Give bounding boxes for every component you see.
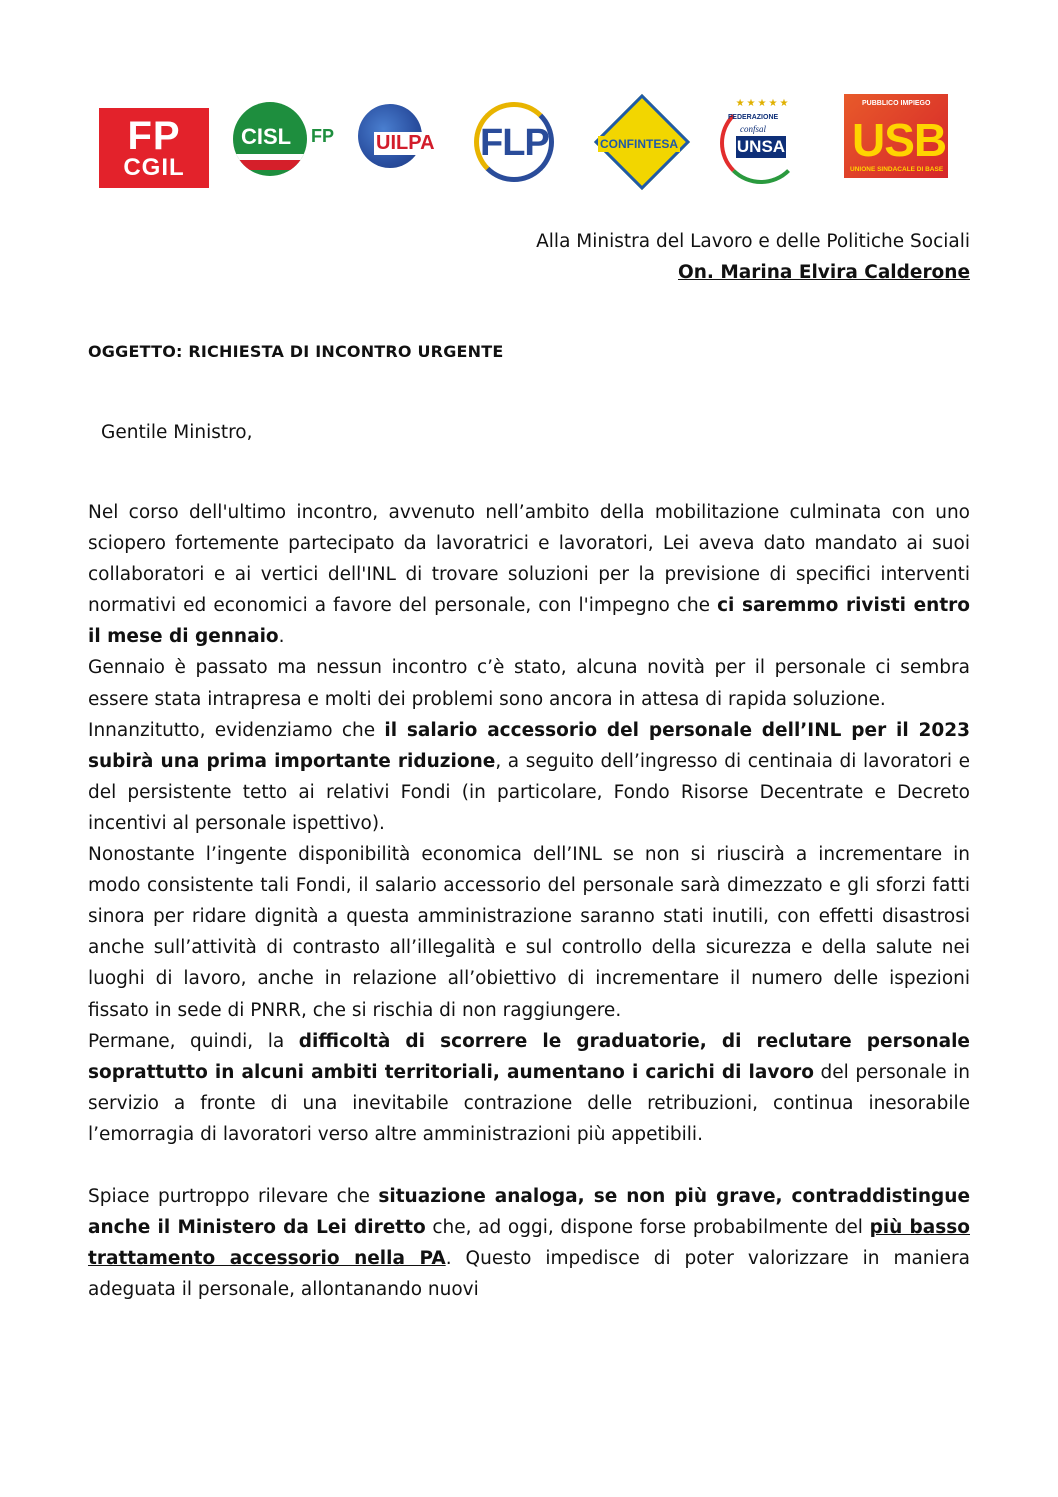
p6-text-a: Spiace purtroppo rilevare che [88,1185,379,1207]
unsa-logo-text: UNSA [736,137,786,156]
usb-logo-subtitle: UNIONE SINDACALE DI BASE [850,166,944,173]
recipient-name: On. Marina Elvira Calderone [678,262,970,283]
usb-pubblico-impiego-text: PUBBLICO IMPIEGO [862,100,931,107]
paragraph-1 [88,497,970,652]
paragraph-4: Nonostante l’ingente disponibilità economica dell’INL se non si riuscirà a incrementare in modo consistente tali Fondi, il salario accessorio del personale sarà dimezzato e gli sforzi fatti sinora per ridare dignità a questa amministrazione saranno stati inutili, con effetti disastrosi anche sull’attività di contrasto all’illegalità e sul controllo della sicurezza e della salute nei luoghi di lavoro, anche in relazione all’obiettivo di incrementare il numero delle ispezioni fissato in sede di PNRR, che si rischia di non raggiungere. [88,844,970,1021]
p3-bold: il salario accessorio del personale dell’INL per il 2023 subirà una prima importante riduzione [88,719,970,772]
paragraph-6 [88,1181,970,1305]
paragraph-3 [88,715,970,839]
confintesa-logo [594,100,690,188]
cisl-fp-logo [233,102,337,180]
p5-text-c: del personale in servizio a fronte di una inevitabile contrazione delle retribuzioni, continua inesorabile l’emorragia di lavoratori verso altre amministrazioni più appetibili. [88,1061,970,1145]
flp-logo-text: FLP [480,122,549,164]
cisl-fp-logo-text: FP [311,126,335,146]
p6-text-e: . Questo impedisce di poter valorizzare in maniera adeguata il personale, allontanando nuovi [88,1248,970,1301]
p1-text-a: Nel corso dell'ultimo incontro, avvenuto nell’ambito della mobilitazione culminata con uno sciopero fortemente partecipato da lavoratrici e lavoratori, Lei aveva dato mandato ai suoi collaboratori e ai vertici dell'INL di trovare soluzioni per la previsione di specifici interventi normativi ed economici a favore del personale, con l'impegno che [88,502,970,617]
p1-text-c: . [278,626,285,648]
paragraph-2: Gennaio è passato ma nessun incontro c’è stato, alcuna novità per il personale ci sembra essere stata intrapresa e molti dei problemi sono ancora in attesa di rapida soluzione. [88,657,970,710]
p5-text-a: Permane, quindi, la [88,1030,299,1052]
p3-text-a: Innanzitutto, evidenziamo che [88,719,385,741]
p5-bold: difficoltà di scorrere le graduatorie, di reclutare personale soprattutto in alcuni ambiti territoriali, aumentano i carichi di lavoro [88,1030,970,1083]
uilpa-logo-text: UILPA [376,132,435,154]
stars-icon: ★★★★★ [735,98,791,109]
p1-bold: ci saremmo rivisti entro il mese di gennaio [88,595,970,648]
uilpa-logo [352,102,448,182]
cisl-logo-text: CISL [241,124,292,149]
usb-logo-text: USB [852,114,947,166]
paragraph-5 [88,1026,970,1150]
unsa-logo [714,96,814,192]
fp-cgil-logo [99,108,209,188]
p6-bold-underlined: più basso trattamento accessorio nella PA [88,1217,970,1270]
confintesa-logo-text: CONFINTESA [600,137,678,151]
flp-logo [472,100,562,188]
unsa-federazione-text: FEDERAZIONE [728,114,779,121]
p6-text-c: che, ad oggi, dispone forse probabilmente del [425,1217,870,1239]
unsa-confsal-text: confsal [740,124,766,134]
recipient-line-1: Alla Ministra del Lavoro e delle Politiche Sociali [536,231,970,252]
usb-logo [844,94,948,178]
letter-body [88,497,970,1305]
fp-cgil-logo-text-1: FP [127,114,181,158]
recipient-address [536,226,970,288]
p6-bold: situazione analoga, se non più grave, contraddistingue anche il Ministero da Lei diretto [88,1185,970,1239]
letter-subject: OGGETTO: RICHIESTA DI INCONTRO URGENTE [88,342,504,361]
union-logos [96,94,956,194]
p3-text-c: , a seguito dell’ingresso di centinaia di lavoratori e del persistente tetto ai relativi Fondi (in particolare, Fondo Risorse Decentrate e Decreto incentivi al personale ispettivo). [88,750,970,834]
fp-cgil-logo-text-2: CGIL [123,154,185,181]
letter-greeting: Gentile Ministro, [101,422,253,443]
